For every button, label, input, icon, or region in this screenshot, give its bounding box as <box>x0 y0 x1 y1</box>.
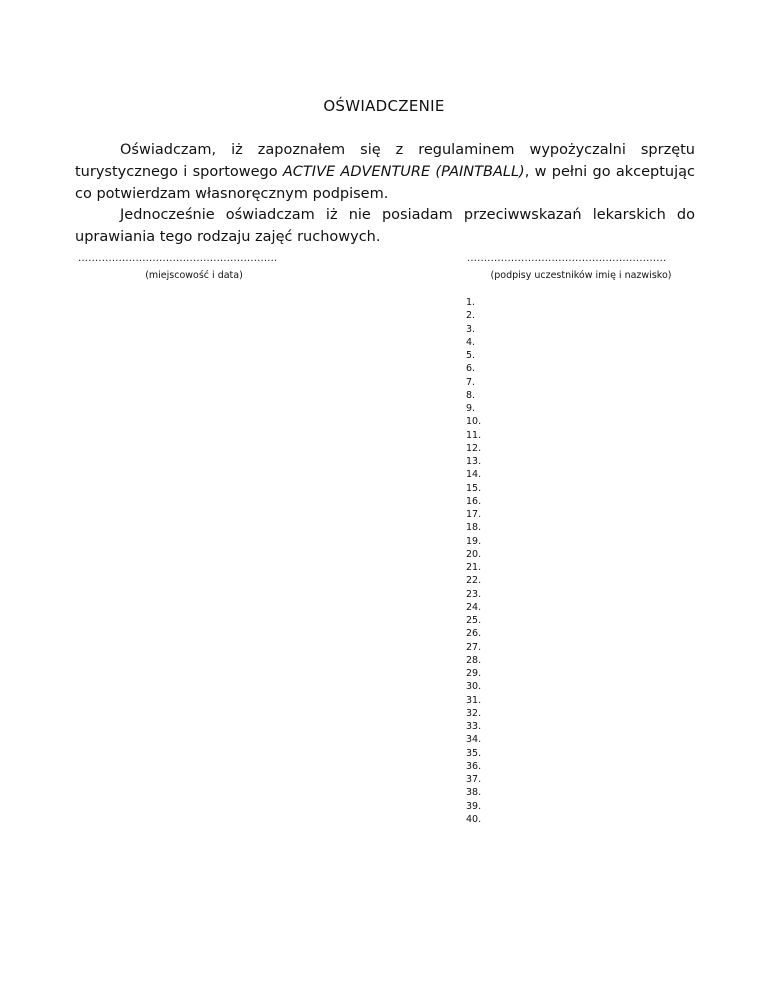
participant-number: 14. <box>466 469 482 481</box>
participant-number: 28. <box>466 654 482 666</box>
participant-number: 21. <box>466 562 482 573</box>
signature-caption: (podpisy uczestników imię i nazwisko) <box>490 270 672 281</box>
participant-number: 17. <box>466 509 482 520</box>
participant-number: 4. <box>466 336 476 348</box>
participant-number: 27. <box>466 641 482 653</box>
statement-text-before: Oświadczam, iż zapoznałem się z regulaminem wypożyczalni sprzętu turystycznego i sportowego <box>75 142 695 180</box>
participant-number: 9. <box>466 403 476 414</box>
signature-line: ........................................................... <box>467 253 667 264</box>
participant-number: 1. <box>466 297 476 308</box>
participant-number: 34. <box>466 734 482 746</box>
participant-number: 31. <box>466 694 482 706</box>
participant-number: 12. <box>466 442 482 454</box>
participant-number: 32. <box>466 707 482 719</box>
place-date-caption: (miejscowość i data) <box>145 270 243 281</box>
participant-number: 24. <box>466 601 482 613</box>
participant-number: 13. <box>466 456 482 467</box>
place-date-line: …........................................................ <box>78 253 278 264</box>
participant-number: 5. <box>466 350 476 361</box>
participant-number: 35. <box>466 747 482 759</box>
participant-number: 39. <box>466 800 482 812</box>
health-declaration-text: Jednocześnie oświadczam iż nie posiadam przeciwwskazań lekarskich do uprawiania tego rodzaju zajęć ruchowych. <box>75 207 695 245</box>
participant-number: 18. <box>466 522 482 534</box>
participant-number: 20. <box>466 548 482 560</box>
participant-number: 15. <box>466 482 482 494</box>
document-title: OŚWIADCZENIE <box>323 97 445 115</box>
participant-number: 29. <box>466 668 482 679</box>
statement-paragraph <box>75 139 695 205</box>
participant-number: 25. <box>466 615 482 626</box>
participant-number: 40. <box>466 813 482 825</box>
participant-number: 16. <box>466 495 482 507</box>
participant-number: 10. <box>466 416 482 428</box>
participant-number: 11. <box>466 429 482 441</box>
participant-number: 7. <box>466 376 476 388</box>
participant-number: 26. <box>466 628 482 640</box>
participant-number: 22. <box>466 575 482 587</box>
participant-number: 30. <box>466 681 482 693</box>
health-declaration-paragraph <box>75 204 695 248</box>
participant-number: 6. <box>466 363 476 375</box>
participant-number: 3. <box>466 323 476 335</box>
participant-number: 23. <box>466 588 482 600</box>
participant-number: 2. <box>466 310 476 322</box>
statement-text-after: , w pełni go akceptując co potwierdzam własnoręcznym podpisem. <box>75 164 695 202</box>
company-name: ACTIVE ADVENTURE (PAINTBALL) <box>282 164 525 180</box>
participant-number-list <box>466 296 481 826</box>
participant-number: 33. <box>466 721 482 732</box>
participant-number: 36. <box>466 760 482 772</box>
participant-number: 37. <box>466 774 482 785</box>
participant-number: 19. <box>466 535 482 547</box>
participant-number: 38. <box>466 787 482 799</box>
participant-number: 8. <box>466 389 476 401</box>
